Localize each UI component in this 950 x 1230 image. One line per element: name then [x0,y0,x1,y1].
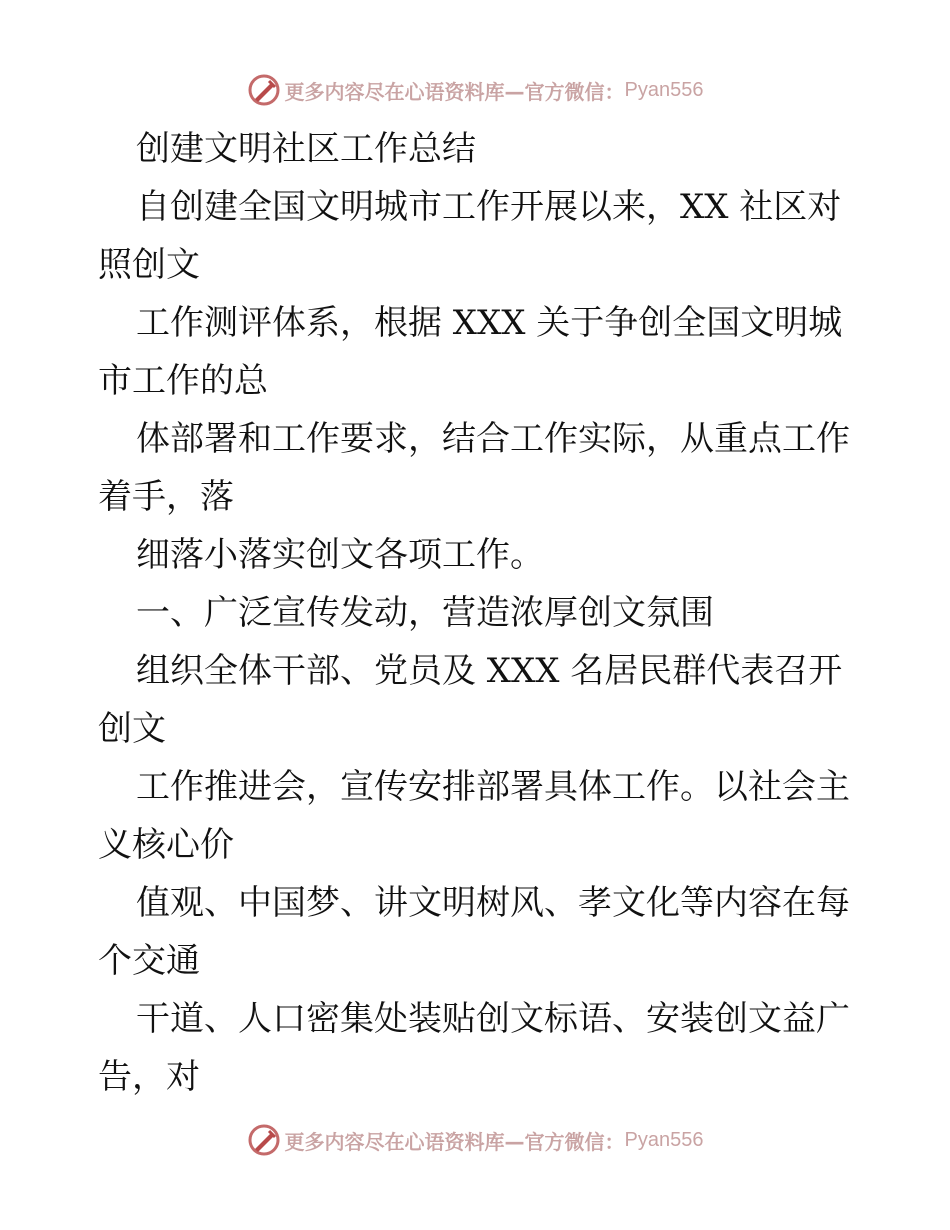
text-line: 干道、人口密集处装贴创文标语、安装创文益广 [136,999,850,1039]
text-line: 义核心价 [98,825,234,865]
text-line: 市工作的总 [98,361,268,401]
text-line: 着手，落 [98,477,234,517]
pen-logo-icon [247,1123,281,1157]
text-line: 照创文 [98,245,200,285]
watermark-id: Pyan556 [624,1128,704,1151]
text-line: 创文 [98,709,166,749]
section-heading: 一、广泛宣传发动，营造浓厚创文氛围 [136,593,714,633]
pen-logo-icon [247,73,281,107]
text-line: 组织全体干部、党员及 XXX 名居民群代表召开 [136,651,843,691]
text-line: 告，对 [98,1057,200,1097]
text-line: 细落小落实创文各项工作。 [136,535,544,575]
text-line: 个交通 [98,941,200,981]
watermark-text: 更多内容尽在心语资料库—官方微信： [284,1129,625,1154]
document-body [98,120,858,1106]
text-line: 工作推进会，宣传安排部署具体工作。以社会主 [136,767,850,807]
footer-watermark [0,1120,950,1160]
text-line: 值观、中国梦、讲文明树风、孝文化等内容在每 [136,883,850,923]
text-line: 自创建全国文明城市工作开展以来，XX 社区对 [136,187,842,227]
document-title: 创建文明社区工作总结 [136,129,476,169]
watermark-text: 更多内容尽在心语资料库—官方微信： [284,79,625,104]
text-line: 体部署和工作要求，结合工作实际，从重点工作 [136,419,850,459]
header-watermark [0,70,950,110]
text-line: 工作测评体系，根据 XXX 关于争创全国文明城 [136,303,843,343]
watermark-id: Pyan556 [624,78,704,101]
